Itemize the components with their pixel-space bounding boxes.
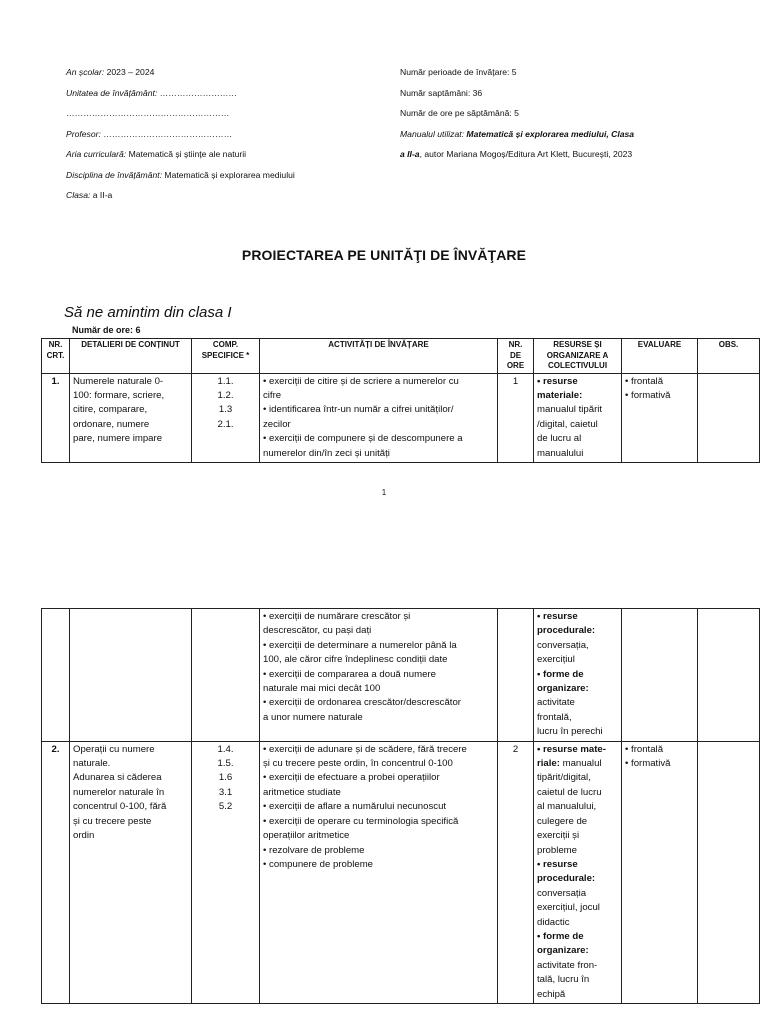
table-row	[42, 609, 760, 742]
page-title: PROIECTAREA PE UNITĂŢI DE ÎNVĂŢARE	[241, 247, 527, 263]
header-right	[400, 66, 634, 169]
observations	[698, 741, 760, 1003]
school-year: An școlar: 2023 – 2024	[66, 67, 155, 77]
discipline: Disciplina de învățământ: Matematică și explorarea mediului	[66, 169, 295, 180]
evaluation: • frontală • formativă	[622, 741, 698, 1003]
observations	[698, 373, 760, 462]
class: Clasa: a II-a	[66, 190, 113, 200]
row-number	[42, 609, 70, 742]
col-obs: OBS.	[698, 339, 760, 374]
table-row	[42, 373, 760, 462]
competencies: 1.1. 1.2. 1.3 2.1.	[192, 373, 260, 462]
resources: • resurse materiale: manualul tipărit /digital, caietul de lucru al manualului	[534, 373, 622, 462]
weeks-count: Număr saptămâni: 36	[400, 87, 483, 98]
resources: • resurse procedurale: conversația, exercițiul • forme de organizare: activitate frontală, lucru în perechi	[534, 609, 622, 742]
learning-activities: • exerciții de citire și de scriere a numerelor cu cifre • identificarea într-un număr a cifrei unităților/ zecilor • exerciții de compunere și de descompunere a numerelor din/în zeci și unități	[260, 373, 498, 462]
competencies: 1.4. 1.5. 1.6 3.1 5.2	[192, 741, 260, 1003]
col-activitati: ACTIVITĂȚI DE ÎNVĂȚARE	[260, 339, 498, 374]
col-evaluare: EVALUARE	[622, 339, 698, 374]
evaluation	[622, 609, 698, 742]
learning-activities: • exerciții de adunare și de scădere, fără trecere și cu trecere peste ordin, în concentrul 0-100 • exerciții de efectuare a probei operațiilor aritmetice studiate • exerciții de aflare a numărului necunoscut • exerciții de operare cu terminologia specifică operațiilor aritmetice • rezolvare de probleme • compunere de probleme	[260, 741, 498, 1003]
weekly-hours: Număr de ore pe săptămână: 5	[400, 108, 519, 118]
hours-cell	[498, 609, 534, 742]
planning-table	[41, 338, 760, 463]
hours-count: Număr de ore: 6	[72, 325, 141, 335]
col-comp: COMP. SPECIFICE *	[192, 339, 260, 374]
col-nr-crt: NR. CRT.	[42, 339, 70, 374]
resources: • resurse mate- riale: manualul tipărit/digital, caietul de lucru al manualului, culegere de exerciții și probleme • resurse procedurale: conversația exercițiul, jocul didactic • forme de organizare: activitate fron- tală, lucru în echipă	[534, 741, 622, 1003]
planning-table-continued	[41, 608, 760, 1004]
learning-periods: Număr perioade de învățare: 5	[400, 67, 517, 77]
col-nr-ore: NR. DE ORE	[498, 339, 534, 374]
col-resurse: RESURSE ȘI ORGANIZARE A COLECTIVULUI	[534, 339, 622, 374]
dotted-line: …………………………………………………	[66, 108, 230, 118]
row-number: 1.	[42, 373, 70, 462]
row-number: 2.	[42, 741, 70, 1003]
header-left	[66, 66, 295, 210]
competencies	[192, 609, 260, 742]
unit-subtitle: Să ne amintim din clasa I	[64, 304, 232, 321]
col-detalieri: DETALIERI DE CONȚINUT	[70, 339, 192, 374]
page-number: 1	[381, 488, 387, 497]
table-header-row	[42, 339, 760, 374]
textbook-continued: a II-a, autor Mariana Mogoș/Editura Art Klett, București, 2023	[400, 149, 633, 159]
textbook: Manualul utilizat: Matematică și explorarea mediului, Clasa	[400, 128, 635, 139]
hours-cell: 1	[498, 373, 534, 462]
content-details	[70, 609, 192, 742]
content-details: Operații cu numere naturale. Adunarea si căderea numerelor naturale în concentrul 0-100, fără și cu trecere peste ordin	[70, 741, 192, 1003]
hours-cell: 2	[498, 741, 534, 1003]
evaluation: • frontală • formativă	[622, 373, 698, 462]
content-details: Numerele naturale 0- 100: formare, scriere, citire, comparare, ordonare, numere pare, numere impare	[70, 373, 192, 462]
curricular-area: Aria curriculară: Matematică și științe ale naturii	[66, 149, 247, 159]
teacher: Profesor: ………………………………………	[66, 128, 233, 139]
table-row	[42, 741, 760, 1003]
observations	[698, 609, 760, 742]
learning-activities: • exerciții de numărare crescător și descrescător, cu pași dați • exerciții de determinare a numerelor până la 100, ale căror cifre îndeplinesc condiții date • exerciții de compararea a două numere naturale mai mici decât 100 • exerciții de ordonarea crescător/descrescător a unor numere naturale	[260, 609, 498, 742]
school-unit: Unitatea de învățământ: ………………………	[66, 87, 237, 98]
